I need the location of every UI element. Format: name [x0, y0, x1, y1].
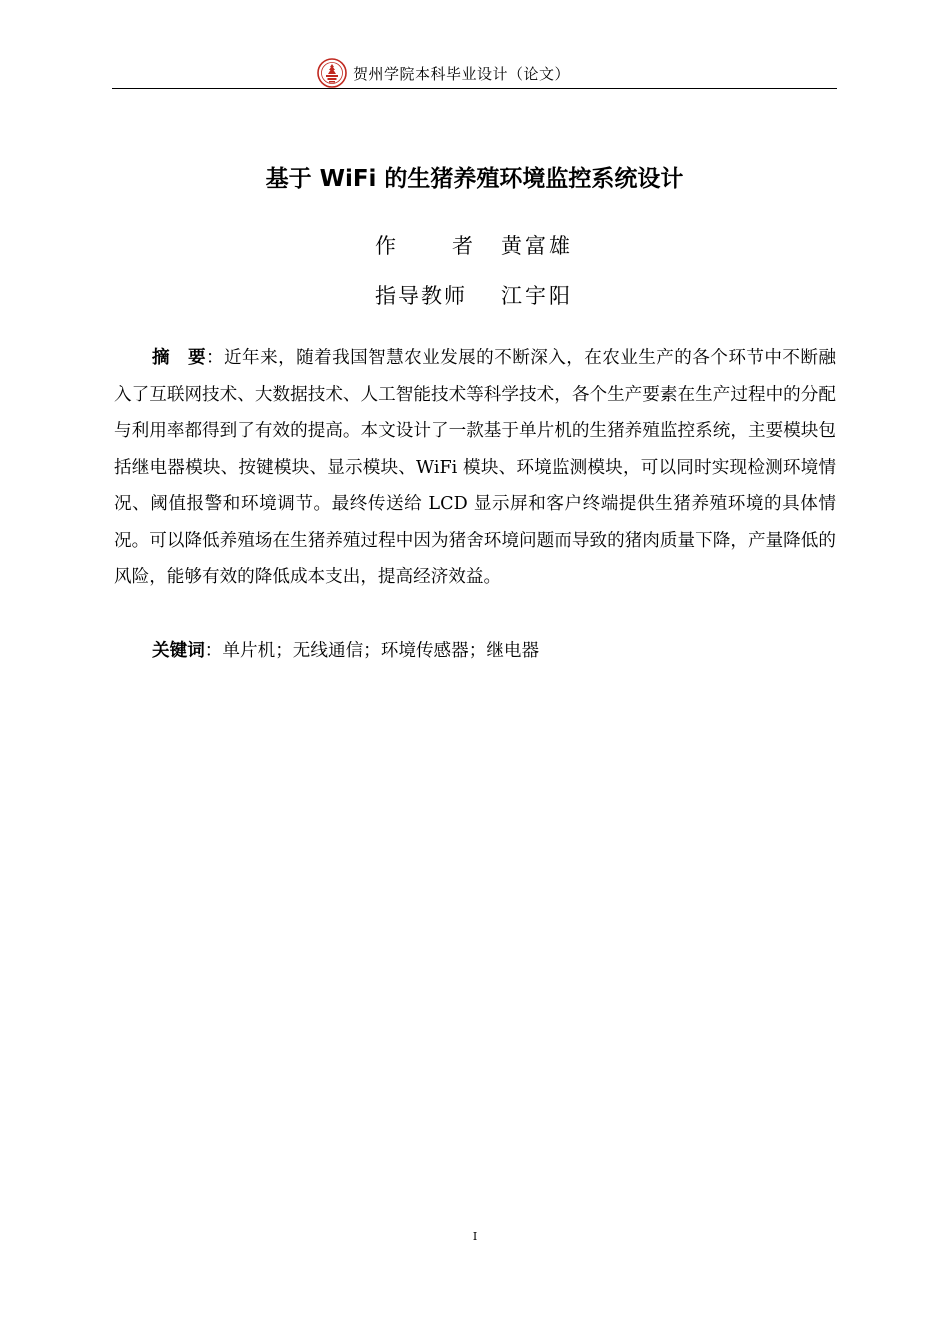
advisor-name: 江宇阳 — [501, 284, 573, 308]
abstract-paragraph — [114, 340, 836, 596]
author-label-char: 者 — [452, 234, 473, 258]
abstract-separator: ： — [206, 348, 225, 368]
advisor-line — [375, 280, 573, 310]
university-seal-icon — [317, 58, 347, 88]
keywords-text: 单片机；无线通信；环境传感器；继电器 — [222, 641, 540, 661]
thesis-title: 基于 WiFi 的生猪养殖环境监控系统设计 — [265, 166, 684, 192]
keywords-label: 关键词 — [152, 641, 205, 661]
header-content — [317, 60, 570, 86]
author-name: 黄富雄 — [501, 234, 573, 258]
page-number: I — [472, 1230, 478, 1243]
header-title: 贺州学院本科毕业设计（论文） — [353, 64, 571, 83]
author-label-char: 作 — [375, 234, 396, 258]
abstract-label: 摘 要 — [152, 348, 207, 368]
author-label — [375, 230, 473, 260]
author-line — [375, 230, 573, 260]
keywords-separator: ： — [204, 641, 223, 661]
keywords-paragraph — [114, 633, 836, 670]
advisor-label: 指导教师 — [375, 284, 467, 308]
running-header — [112, 58, 837, 89]
abstract-text: 近年来，随着我国智慧农业发展的不断深入，在农业生产的各个环节中不断融入了互联网技术、大数据技术、人工智能技术等科学技术，各个生产要素在生产过程中的分配与利用率都得到了有效的提高。本文设计了一款基于单片机的生猪养殖监控系统，主要模块包括继电器模块、按键模块、显示模块、WiFi 模块、环境监测模块，可以同时实现检测环境情况、阈值报警和环境调节。最终传送给 LCD 显示屏和客户终端提供生猪养殖环境的具体情况。可以降低养殖场在生猪养殖过程中因为猪舍环境问题而导致的猪肉质量下降，产量降低的风险，能够有效的降低成本支出，提高经济效益。 — [114, 348, 836, 587]
